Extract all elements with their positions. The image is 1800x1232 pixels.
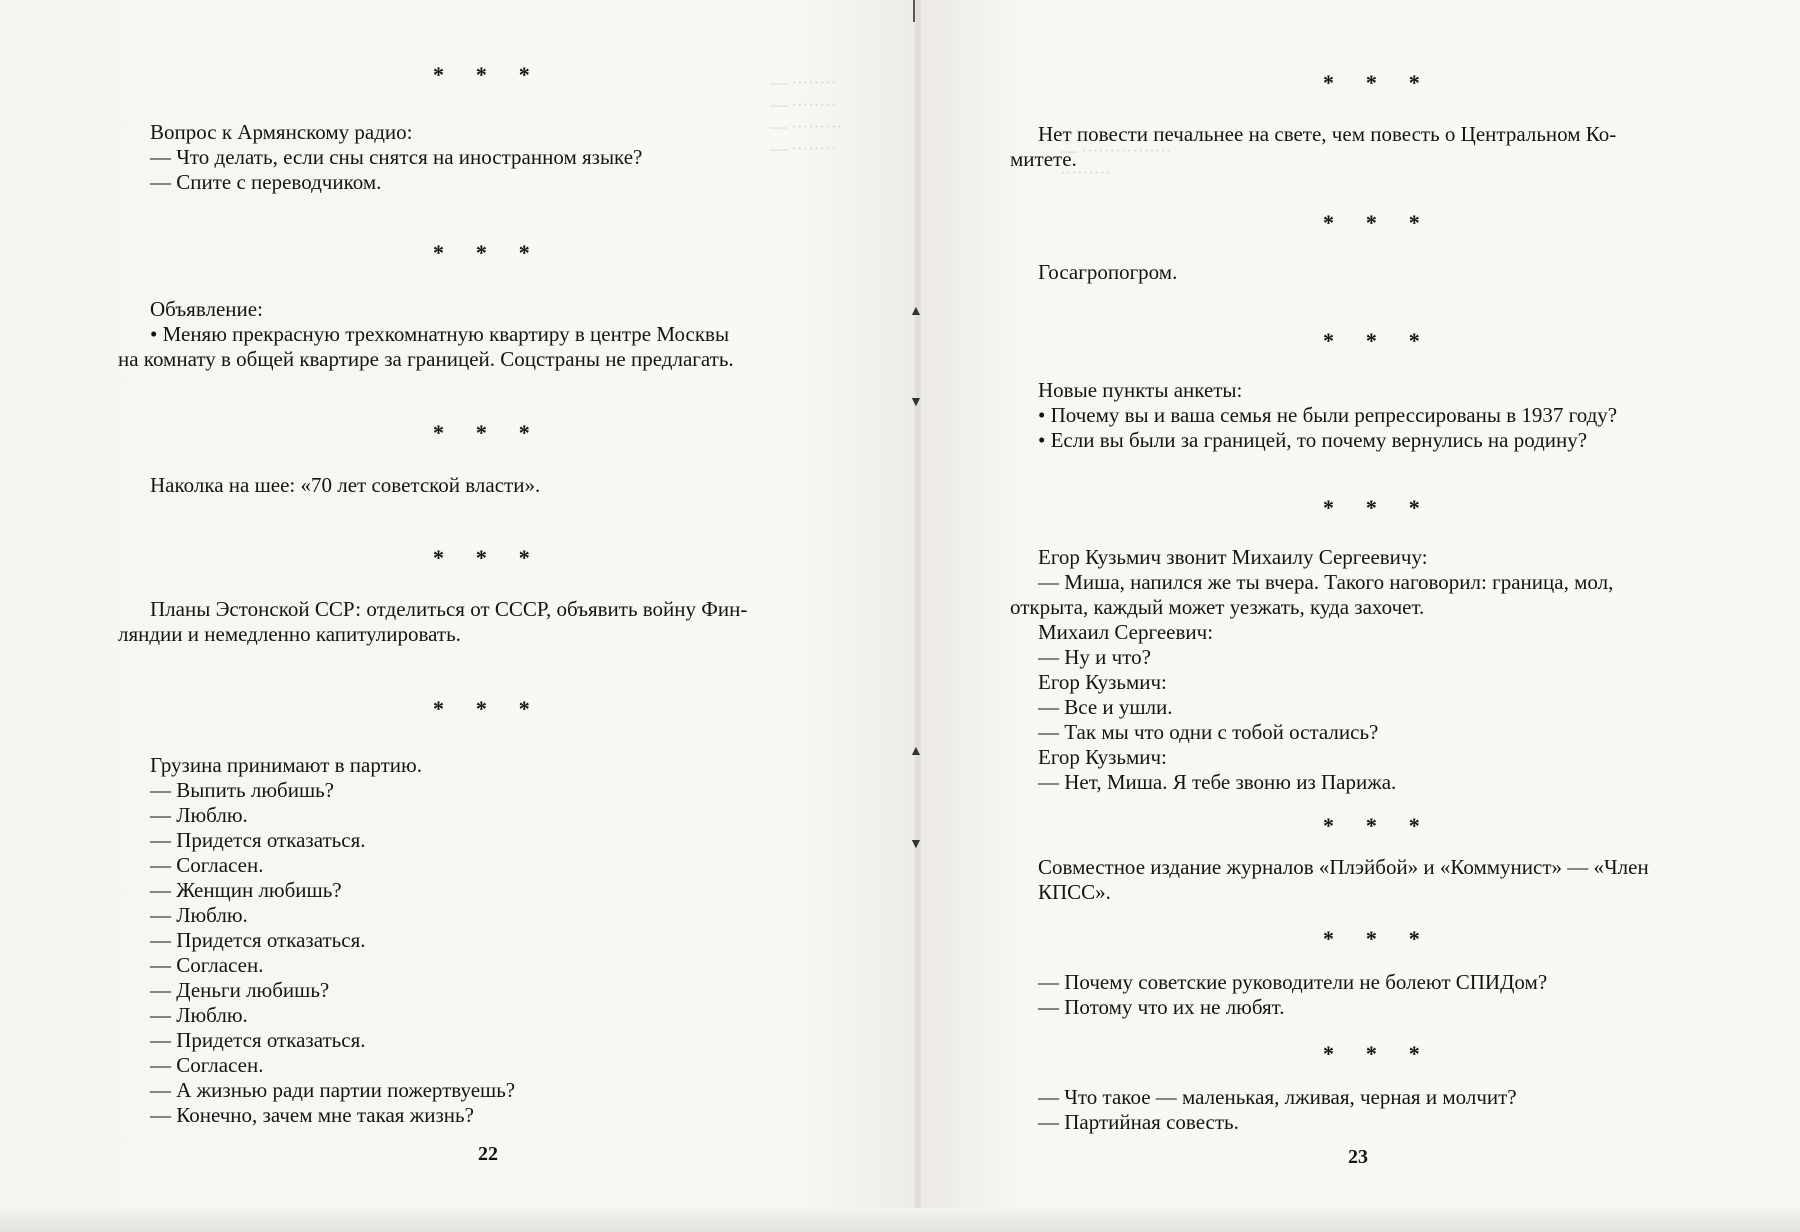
joke-aids	[1038, 970, 1718, 1020]
joke-line: — Партийная совесть.	[1038, 1110, 1239, 1134]
joke-armenian-radio	[150, 120, 826, 195]
joke-line: Грузина принимают в партию.	[150, 753, 422, 777]
joke-line: — Женщин любишь?	[150, 878, 342, 902]
joke-line: • Почему вы и ваша семья не были репрессированы в 1937 году?	[1038, 403, 1618, 427]
joke-line: Нет повести печальнее на свете, чем повесть о Центральном Ко-	[1038, 122, 1617, 146]
joke-line: — Все и ушли.	[1038, 695, 1173, 719]
page-number: 22	[478, 1143, 498, 1165]
joke-line: • Меняю прекрасную трехкомнатную квартиру в центре Москвы	[150, 322, 730, 346]
joke-line: — Люблю.	[150, 803, 248, 827]
joke-line: — Люблю.	[150, 1003, 248, 1027]
joke-line: — Придется отказаться.	[150, 1028, 366, 1052]
page-bottom-edge	[0, 1208, 1800, 1232]
gutter-mark	[913, 0, 915, 22]
section-separator: * * *	[1323, 210, 1433, 235]
joke-party-conscience	[1038, 1085, 1718, 1135]
joke-line: — Согласен.	[150, 853, 264, 877]
section-separator: * * *	[1323, 70, 1433, 95]
section-separator: * * *	[1323, 495, 1433, 520]
show-through-text: — ················ ·········	[1060, 141, 1172, 182]
joke-line: открыта, каждый может уезжать, куда захочет.	[1010, 595, 1425, 619]
joke-line: КПСС».	[1038, 880, 1111, 904]
joke-line: Егор Кузьмич звонит Михаилу Сергеевичу:	[1038, 545, 1428, 569]
joke-line: ляндии и немедленно капитулировать.	[118, 622, 461, 646]
joke-line: Новые пункты анкеты:	[1038, 378, 1243, 402]
joke-line: — Деньги любишь?	[150, 978, 330, 1002]
joke-line: — Ну и что?	[1038, 645, 1151, 669]
joke-playboy-communist	[1038, 855, 1718, 905]
joke-tattoo	[150, 473, 826, 498]
joke-line: • Если вы были за границей, то почему вернулись на родину?	[1038, 428, 1588, 452]
joke-line: Вопрос к Армянскому радио:	[150, 120, 413, 144]
joke-gosagropogrom	[1038, 260, 1718, 285]
book-gutter	[912, 0, 924, 1232]
joke-georgian-party	[150, 753, 826, 1128]
joke-line: Егор Кузьмич:	[1038, 745, 1167, 769]
joke-line: — Конечно, зачем мне такая жизнь?	[150, 1103, 474, 1127]
joke-line: — Нет, Миша. Я тебе звоню из Парижа.	[1038, 770, 1397, 794]
joke-line: — Согласен.	[150, 1053, 264, 1077]
joke-line: митете.	[1010, 147, 1077, 171]
joke-line: — Согласен.	[150, 953, 264, 977]
section-separator: * * *	[433, 696, 543, 721]
joke-line: Планы Эстонской ССР: отделиться от СССР, объявить войну Фин-	[150, 597, 748, 621]
joke-estonia	[118, 597, 826, 647]
section-separator: * * *	[433, 545, 543, 570]
joke-egor-kuzmich	[1010, 545, 1718, 795]
joke-line: — А жизнью ради партии пожертвуешь?	[150, 1078, 516, 1102]
joke-line: Совместное издание журналов «Плэйбой» и «Коммунист» — «Член	[1038, 855, 1649, 879]
joke-central-committee	[1010, 122, 1718, 172]
binding-staple: ▲	[909, 744, 923, 759]
section-separator: * * *	[1323, 1041, 1433, 1066]
binding-staple: ▼	[909, 395, 923, 410]
joke-line: — Выпить любишь?	[150, 778, 335, 802]
joke-line: Объявление:	[150, 297, 263, 321]
section-separator: * * *	[1323, 328, 1433, 353]
joke-line: — Так мы что одни с тобой остались?	[1038, 720, 1379, 744]
joke-line: — Миша, напился же ты вчера. Такого наговорил: граница, мол,	[1038, 570, 1614, 594]
show-through-text: — ········ — ········ — ········· — ········	[770, 73, 843, 158]
section-separator: * * *	[433, 240, 543, 265]
section-separator: * * *	[433, 420, 543, 445]
joke-line: — Придется отказаться.	[150, 928, 366, 952]
joke-line: — Потому что их не любят.	[1038, 995, 1285, 1019]
joke-line: — Что делать, если сны снятся на иностранном языке?	[150, 145, 643, 169]
joke-announcement	[118, 297, 826, 372]
joke-line: — Придется отказаться.	[150, 828, 366, 852]
joke-line: — Почему советские руководители не болеют СПИДом?	[1038, 970, 1548, 994]
binding-staple: ▼	[909, 837, 923, 852]
joke-questionnaire	[1038, 378, 1718, 453]
joke-line: Госагропогром.	[1038, 260, 1178, 284]
joke-line: — Что такое — маленькая, лживая, черная и молчит?	[1038, 1085, 1517, 1109]
joke-line: Михаил Сергеевич:	[1038, 620, 1214, 644]
section-separator: * * *	[433, 62, 543, 87]
joke-line: — Спите с переводчиком.	[150, 170, 382, 194]
section-separator: * * *	[1323, 813, 1433, 838]
page-number: 23	[1348, 1146, 1368, 1168]
joke-line: Наколка на шее: «70 лет советской власти».	[150, 473, 541, 497]
joke-line: — Люблю.	[150, 903, 248, 927]
binding-staple: ▲	[909, 304, 923, 319]
section-separator: * * *	[1323, 926, 1433, 951]
joke-line: Егор Кузьмич:	[1038, 670, 1167, 694]
joke-line: на комнату в общей квартире за границей. Соцстраны не предлагать.	[118, 347, 734, 371]
